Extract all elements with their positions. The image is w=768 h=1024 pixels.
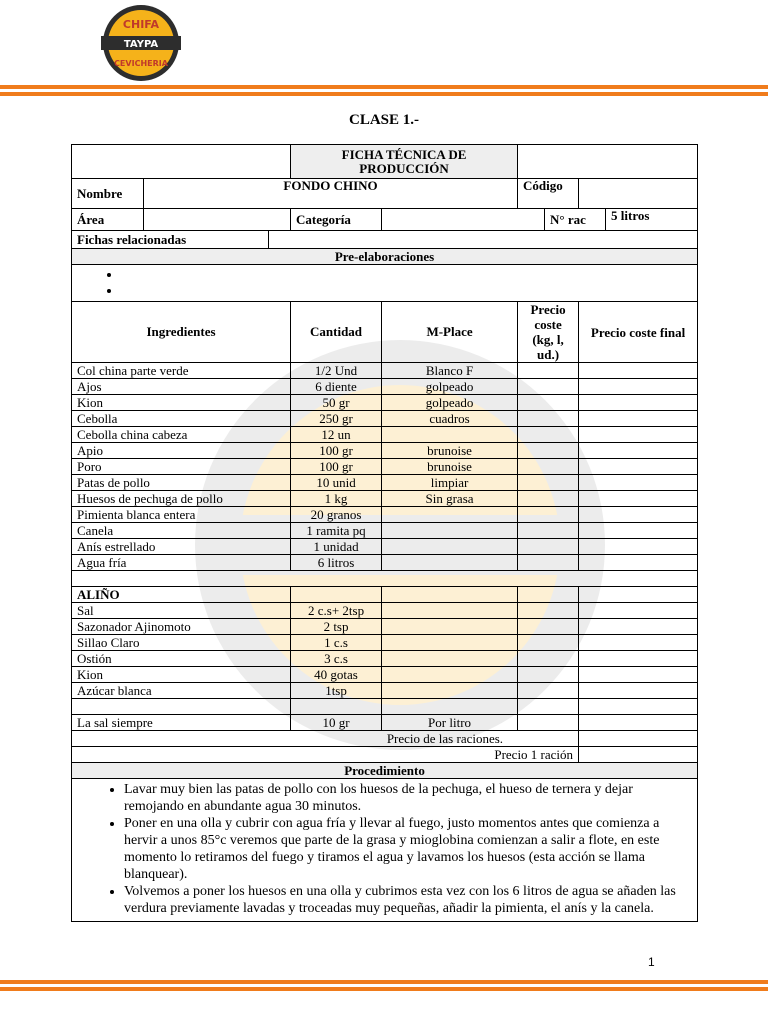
ingredient-mplace <box>382 635 518 651</box>
categoria-label: Categoría <box>291 209 382 231</box>
ingredient-mplace: golpeado <box>382 395 518 411</box>
ingredient-name: Kion <box>72 395 291 411</box>
ingredient-mplace <box>382 427 518 443</box>
ingredient-name: Poro <box>72 459 291 475</box>
ingredient-name: Cebolla china cabeza <box>72 427 291 443</box>
ingredient-qty: 40 gotas <box>291 667 382 683</box>
ingredient-row <box>72 427 698 443</box>
ingredient-name: Apio <box>72 443 291 459</box>
ingredient-row <box>72 539 698 555</box>
logo-bottom-text: CEVICHERIA <box>114 59 168 68</box>
procedimiento-header: Procedimiento <box>72 763 698 779</box>
ingredient-price <box>518 459 579 475</box>
ingredient-final-price <box>579 395 698 411</box>
categoria-value <box>382 209 545 231</box>
ingredient-mplace <box>382 539 518 555</box>
ingredient-final-price <box>579 491 698 507</box>
ingredient-price <box>518 667 579 683</box>
footer-stripes <box>0 980 768 994</box>
ingredient-row <box>72 491 698 507</box>
ingredient-row <box>72 683 698 699</box>
ingredient-mplace: brunoise <box>382 443 518 459</box>
ingredient-price <box>518 555 579 571</box>
ingredient-price <box>518 395 579 411</box>
ingredient-row <box>72 379 698 395</box>
ingredient-price <box>518 635 579 651</box>
logo-center-text: TAYPA <box>123 39 159 50</box>
ingredient-name: Kion <box>72 667 291 683</box>
ingredient-qty: 2 tsp <box>291 619 382 635</box>
ingredient-price <box>518 427 579 443</box>
ingredient-mplace <box>382 523 518 539</box>
ingredient-price <box>518 443 579 459</box>
ingredient-price <box>518 651 579 667</box>
ingredient-name: Patas de pollo <box>72 475 291 491</box>
ingredient-row <box>72 475 698 491</box>
ingredient-mplace: limpiar <box>382 475 518 491</box>
ingredient-final-price <box>579 427 698 443</box>
col-precio-coste: Precio coste (kg, l, ud.) <box>518 302 579 363</box>
ingredient-price <box>518 523 579 539</box>
ingredient-qty: 1 kg <box>291 491 382 507</box>
ingredient-row <box>72 619 698 635</box>
ingredient-qty: 1 ramita pq <box>291 523 382 539</box>
ingredient-final-price <box>579 507 698 523</box>
ingredient-price <box>518 363 579 379</box>
sal-qty: 10 gr <box>291 715 382 731</box>
ingredient-price <box>518 491 579 507</box>
ingredient-qty: 100 gr <box>291 459 382 475</box>
ingredient-mplace: golpeado <box>382 379 518 395</box>
ingredient-final-price <box>579 475 698 491</box>
ingredient-qty: 20 granos <box>291 507 382 523</box>
ingredient-mplace <box>382 619 518 635</box>
ingredient-final-price <box>579 539 698 555</box>
fichas-label: Fichas relacionadas <box>72 231 269 249</box>
nrac-value: 5 litros <box>606 209 698 231</box>
ingredient-mplace <box>382 507 518 523</box>
ingredient-qty: 3 c.s <box>291 651 382 667</box>
ingredient-qty: 1 c.s <box>291 635 382 651</box>
ingredient-qty: 1/2 Und <box>291 363 382 379</box>
ingredient-final-price <box>579 459 698 475</box>
chifa-taypa-logo <box>96 4 186 82</box>
ingredient-mplace: Sin grasa <box>382 491 518 507</box>
class-title: CLASE 1.- <box>348 112 419 128</box>
ingredient-final-price <box>579 603 698 619</box>
ingredient-qty: 6 diente <box>291 379 382 395</box>
precio-raciones-value <box>579 731 698 747</box>
ingredient-mplace <box>382 683 518 699</box>
ficha-title: FICHA TÉCNICA DE PRODUCCIÓN <box>291 145 518 179</box>
ingredient-name: Sal <box>72 603 291 619</box>
col-cantidad: Cantidad <box>291 302 382 363</box>
ingredient-mplace: cuadros <box>382 411 518 427</box>
col-precio-final: Precio coste final <box>579 302 698 363</box>
nombre-value: FONDO CHINO <box>144 179 518 209</box>
ingredient-name: Agua fría <box>72 555 291 571</box>
pre-elaboraciones-list <box>72 265 698 302</box>
ingredient-row <box>72 395 698 411</box>
ingredient-price <box>518 683 579 699</box>
ingredient-qty: 1tsp <box>291 683 382 699</box>
ingredient-price <box>518 379 579 395</box>
ingredient-name: Pimienta blanca entera <box>72 507 291 523</box>
ingredient-name: Canela <box>72 523 291 539</box>
ingredient-qty: 50 gr <box>291 395 382 411</box>
ingredient-qty: 12 un <box>291 427 382 443</box>
ingredient-price <box>518 411 579 427</box>
ingredient-mplace: Blanco F <box>382 363 518 379</box>
ingredient-final-price <box>579 379 698 395</box>
procedure-step: • Poner en una olla y cubrir con agua fría y llevar al fuego, justo momentos antes que comienza a hervir a unos 85°c veremos que parte de la grasa y mioglobina comienzan a salir a flote, en este momento lo retiramos del fuego y tiramos el agua y lavamos los huesos (esta acción se llama blanquear). <box>124 815 693 883</box>
pre-elaboraciones-header: Pre-elaboraciones <box>72 249 698 265</box>
alino-label: ALIÑO <box>72 587 291 603</box>
ingredient-final-price <box>579 619 698 635</box>
ingredient-row <box>72 635 698 651</box>
precio-raciones-label: Precio de las raciones. <box>72 731 579 747</box>
ingredient-price <box>518 539 579 555</box>
nombre-label: Nombre <box>72 179 144 209</box>
ingredient-row <box>72 667 698 683</box>
ingredient-final-price <box>579 683 698 699</box>
ingredient-row <box>72 523 698 539</box>
ingredient-row <box>72 555 698 571</box>
procedure-step: • Lavar muy bien las patas de pollo con los huesos de la pechuga, el hueso de ternera y dejar remojando en abundante agua 30 minutos. <box>124 781 693 815</box>
ingredient-row <box>72 507 698 523</box>
codigo-value <box>579 179 698 209</box>
procedimiento-body <box>72 779 698 922</box>
ingredient-mplace <box>382 603 518 619</box>
list-item <box>122 267 697 283</box>
ingredient-final-price <box>579 651 698 667</box>
ingredient-price <box>518 507 579 523</box>
ingredient-row <box>72 443 698 459</box>
ingredient-final-price <box>579 635 698 651</box>
ingredient-qty: 1 unidad <box>291 539 382 555</box>
ingredient-qty: 10 unid <box>291 475 382 491</box>
sal-mplace: Por litro <box>382 715 518 731</box>
ingredient-name: Col china parte verde <box>72 363 291 379</box>
ingredient-qty: 2 c.s+ 2tsp <box>291 603 382 619</box>
ingredient-row <box>72 651 698 667</box>
ingredient-name: Sillao Claro <box>72 635 291 651</box>
nrac-label: N° rac <box>545 209 606 231</box>
procedure-step: • Volvemos a poner los huesos en una olla y cubrimos esta vez con los 6 litros de agua se añaden las verdura previamente lavadas y troceadas muy pequeñas, añadir la pimienta, el anís y la canela. <box>124 883 693 917</box>
precio-racion-label: Precio 1 ración <box>72 747 579 763</box>
ingredient-row <box>72 603 698 619</box>
ingredient-mplace: brunoise <box>382 459 518 475</box>
ingredient-row <box>72 363 698 379</box>
ingredient-qty: 250 gr <box>291 411 382 427</box>
ingredient-qty: 100 gr <box>291 443 382 459</box>
precio-racion-value <box>579 747 698 763</box>
ingredient-final-price <box>579 443 698 459</box>
area-label: Área <box>72 209 144 231</box>
ingredient-price <box>518 619 579 635</box>
ingredient-final-price <box>579 523 698 539</box>
ingredient-price <box>518 475 579 491</box>
sal-label: La sal siempre <box>72 715 291 731</box>
ingredient-final-price <box>579 363 698 379</box>
col-ingredientes: Ingredientes <box>72 302 291 363</box>
ingredient-name: Ostión <box>72 651 291 667</box>
ingredient-mplace <box>382 667 518 683</box>
ingredient-name: Cebolla <box>72 411 291 427</box>
ingredient-row <box>72 459 698 475</box>
ingredient-name: Huesos de pechuga de pollo <box>72 491 291 507</box>
ingredient-qty: 6 litros <box>291 555 382 571</box>
logo-top-text: CHIFA <box>122 18 160 31</box>
ingredient-name: Azúcar blanca <box>72 683 291 699</box>
ingredient-final-price <box>579 667 698 683</box>
ingredient-mplace <box>382 555 518 571</box>
technical-sheet-table <box>71 144 698 922</box>
ingredient-name: Sazonador Ajinomoto <box>72 619 291 635</box>
page-number: 1 <box>648 955 655 969</box>
col-mplace: M-Place <box>382 302 518 363</box>
list-item <box>122 283 697 299</box>
ingredient-final-price <box>579 555 698 571</box>
ingredient-final-price <box>579 411 698 427</box>
header-stripes <box>0 85 768 99</box>
ingredient-name: Anís estrellado <box>72 539 291 555</box>
codigo-label: Código <box>518 179 579 209</box>
ingredient-name: Ajos <box>72 379 291 395</box>
area-value <box>144 209 291 231</box>
ingredient-price <box>518 603 579 619</box>
fichas-value <box>269 231 698 249</box>
ingredient-mplace <box>382 651 518 667</box>
ingredient-row <box>72 411 698 427</box>
